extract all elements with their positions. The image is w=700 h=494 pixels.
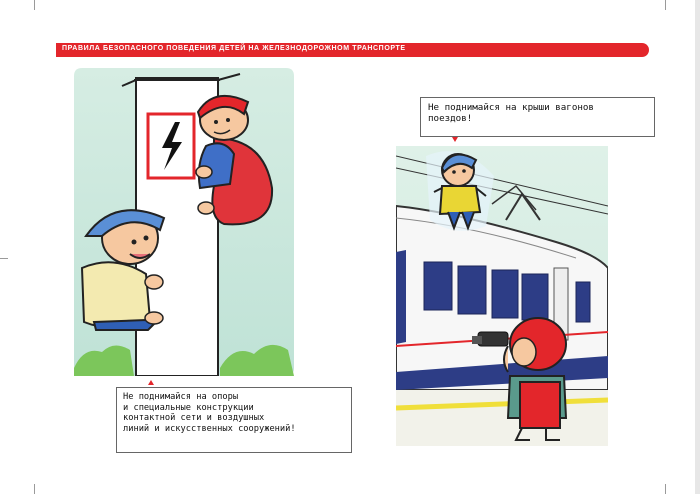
illustration-train-roof bbox=[396, 146, 608, 446]
crop-mark-top-left bbox=[34, 0, 35, 10]
caption-line: линий и искусственных сооружений! bbox=[123, 423, 296, 434]
crop-mark-bottom-right bbox=[665, 484, 666, 494]
caption-line: и специальные конструкции bbox=[123, 402, 254, 413]
crop-mark-top-right bbox=[665, 0, 666, 10]
header-banner bbox=[56, 43, 649, 57]
illustration-climbing-pole bbox=[74, 68, 294, 376]
crop-mark-left-mid bbox=[0, 258, 8, 259]
caption-line: Не поднимайся на крыши вагонов bbox=[428, 102, 594, 113]
caption-pointer-right bbox=[452, 137, 458, 142]
crop-mark-bottom-left bbox=[34, 484, 35, 494]
caption-pointer-left bbox=[148, 380, 154, 385]
caption-box-right bbox=[420, 97, 655, 137]
caption-line: поездов! bbox=[428, 113, 473, 125]
high-voltage-sign-icon bbox=[148, 114, 194, 178]
caption-line: контактной сети и воздушных bbox=[123, 413, 265, 424]
page-edge-shadow bbox=[695, 0, 700, 494]
header-title: ПРАВИЛА БЕЗОПАСНОГО ПОВЕДЕНИЯ ДЕТЕЙ НА ЖЕЛЕЗНОДОРОЖНОМ ТРАНСПОРТЕ bbox=[62, 45, 406, 52]
caption-line: Не поднимайся на опоры bbox=[123, 392, 239, 402]
caption-box-left bbox=[116, 387, 352, 453]
